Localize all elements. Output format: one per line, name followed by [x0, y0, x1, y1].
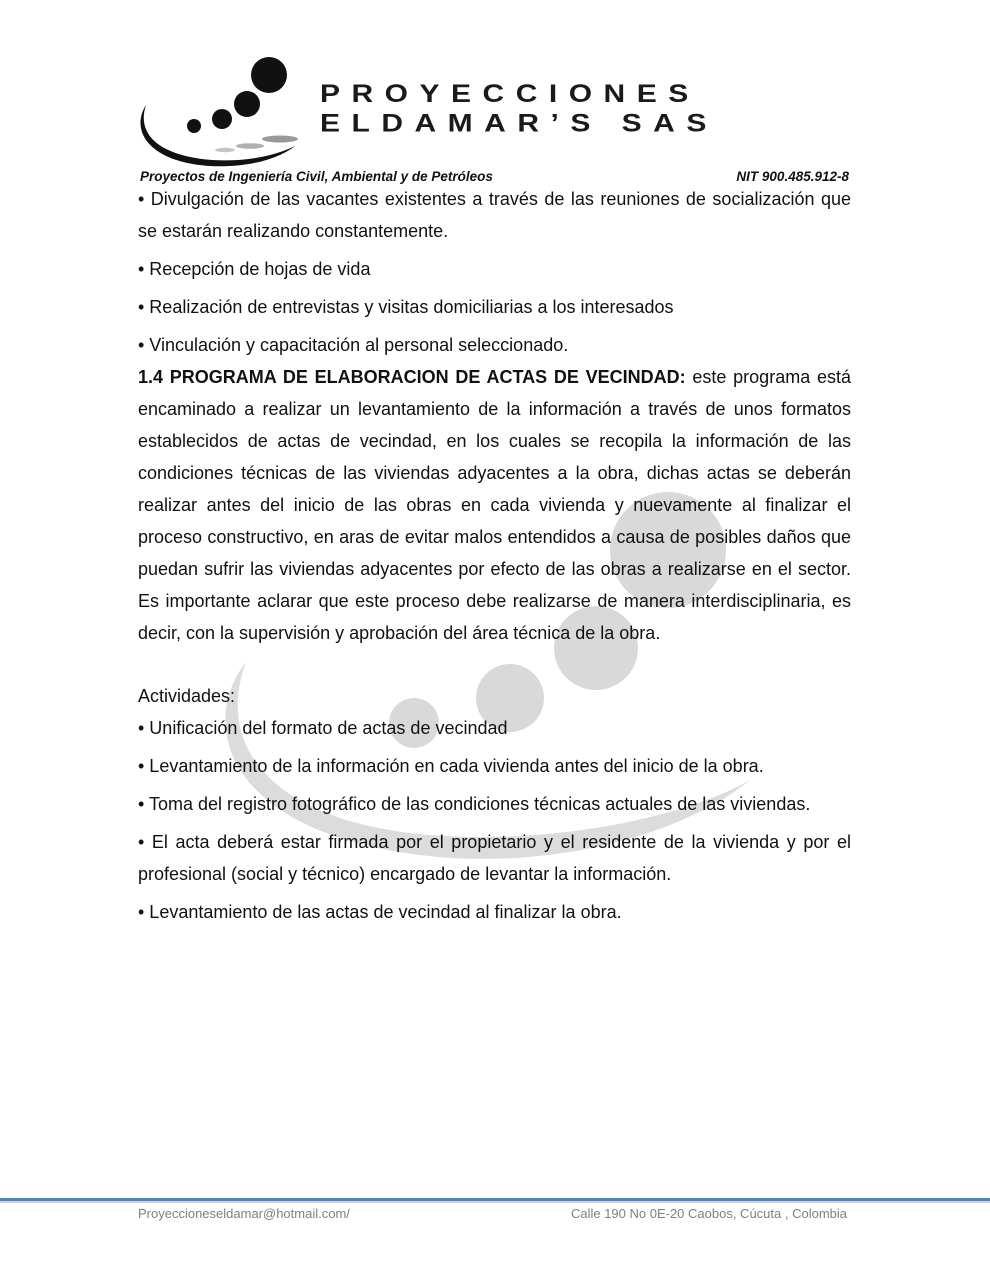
footer-email: Proyeccioneseldamar@hotmail.com/ — [138, 1206, 350, 1221]
activity-item: • Unificación del formato de actas de vecindad — [138, 718, 508, 738]
activity-item: • El acta deberá estar firmada por el propietario y el residente de la vivienda y por el profesional (social y técnico) encargado de levantar la información. — [138, 832, 851, 884]
company-tagline: Proyectos de Ingeniería Civil, Ambiental y de Petróleos — [140, 169, 493, 184]
activity-item: • Levantamiento de las actas de vecindad al finalizar la obra. — [138, 902, 622, 922]
section-paragraph — [138, 361, 851, 649]
activity-item: • Toma del registro fotográfico de las condiciones técnicas actuales de las viviendas. — [138, 794, 811, 814]
document-body — [138, 183, 851, 928]
company-logo-icon — [130, 50, 305, 170]
company-nit: NIT 900.485.912-8 — [736, 169, 849, 184]
page-header — [0, 0, 990, 195]
bullet-item: • Divulgación de las vacantes existentes a través de las reuniones de socialización que se estarán realizando constantemente. — [138, 189, 851, 241]
footer-address: Calle 190 No 0E-20 Caobos, Cúcuta , Colombia — [570, 1206, 847, 1221]
company-name-line1: PROYECCIONES — [320, 80, 700, 108]
company-name-line2: ELDAMAR’S SAS — [320, 110, 718, 138]
activity-item: • Levantamiento de la información en cada vivienda antes del inicio de la obra. — [138, 756, 764, 776]
bullet-item: • Realización de entrevistas y visitas domiciliarias a los interesados — [138, 297, 674, 317]
bullet-item: • Vinculación y capacitación al personal seleccionado. — [138, 335, 569, 355]
bullet-item: • Recepción de hojas de vida — [138, 259, 371, 279]
activities-label: Actividades: — [138, 686, 236, 706]
section-text: este programa está encaminado a realizar un levantamiento de la información a través de unos formatos establecidos de actas de vecindad, en los cuales se recopila la información de las condiciones técnicas de las viviendas adyacentes a la obra, dichas actas se deberán realizar antes del inicio de las obras en cada vivienda y nuevamente al finalizar el proceso constructivo, en aras de evitar malos entendidos a causa de posibles daños que puedan sufrir las viviendas adyacentes por efecto de las obras a realizarse en el sector. Es importante aclarar que este proceso debe realizarse de manera interdisciplinaria, es decir, con la supervisión y aprobación del área técnica de la obra. — [138, 367, 851, 643]
footer-rule-shadow — [0, 1201, 990, 1203]
company-name — [320, 80, 860, 139]
section-title: 1.4 PROGRAMA DE ELABORACION DE ACTAS DE VECINDAD: — [138, 367, 686, 387]
